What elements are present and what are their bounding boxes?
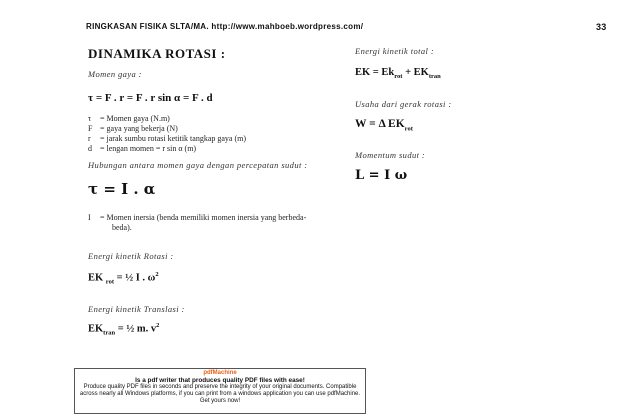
definition-item: d = lengan momen = r sin α (m) xyxy=(88,144,197,153)
ek-total-formula: EK = $Ek_{rot} + EK_{tran}$ xyxy=(355,67,441,81)
work-label: Usaha dari gerak rotasi : xyxy=(355,99,452,109)
work-formula: W = Δ $EK_{rot}$ xyxy=(355,118,413,133)
moment-formula: τ = F . r = F . r sin α = F . d xyxy=(88,92,213,104)
pdfmachine-footer xyxy=(74,368,366,414)
definition-list xyxy=(88,114,246,154)
moment-label: Momen gaya : xyxy=(88,69,142,79)
ek-tran-formula: $EK_{tran}$ = ½ m. $v^2$ xyxy=(88,322,160,337)
definition-item: τ = Momen gaya (N.m) xyxy=(88,114,170,123)
footer-body: Produce quality PDF files in seconds and preserve the integrity of your original documents. Compatible across nearly all Windows platforms, if you can print from a windows application you can use pdfMachine. xyxy=(79,384,361,397)
ek-total-label: Energi kinetik total : xyxy=(355,46,435,56)
page-header: RINGKASAN FISIKA SLTA/MA. http://www.mahboeb.wordpress.com/ xyxy=(86,22,364,31)
footer-cta[interactable]: Get yours now! xyxy=(199,398,241,404)
page-number: 33 xyxy=(596,22,607,32)
definition-item: F = gaya yang bekerja (N) xyxy=(88,124,178,133)
relation-label: Hubungan antara momen gaya dengan percepatan sudut : xyxy=(88,160,308,170)
definition-item: r = jarak sumbu rotasi ketitik tangkap gaya (m) xyxy=(88,134,247,143)
ek-tran-label: Energi kinetik Translasi : xyxy=(88,304,185,314)
footer-tagline: Is a pdf writer that produces quality PDF files with ease! xyxy=(135,377,305,384)
section-title: DINAMIKA ROTASI : xyxy=(88,46,226,61)
inertia-definition: I = Momen inersia (benda memiliki momen inersia yang berbeda- beda). xyxy=(88,213,307,232)
ek-rot-formula: EK $_{rot}$ = ½ I . $\omega^2$ xyxy=(88,271,159,286)
momentum-formula: L = I ω xyxy=(355,168,408,183)
momentum-label: Momentum sudut : xyxy=(355,150,426,160)
footer-brand: pdfMachine xyxy=(203,370,237,376)
ek-rot-label: Energi kinetik Rotasi : xyxy=(88,251,174,261)
relation-formula: τ = I . α xyxy=(88,180,156,198)
